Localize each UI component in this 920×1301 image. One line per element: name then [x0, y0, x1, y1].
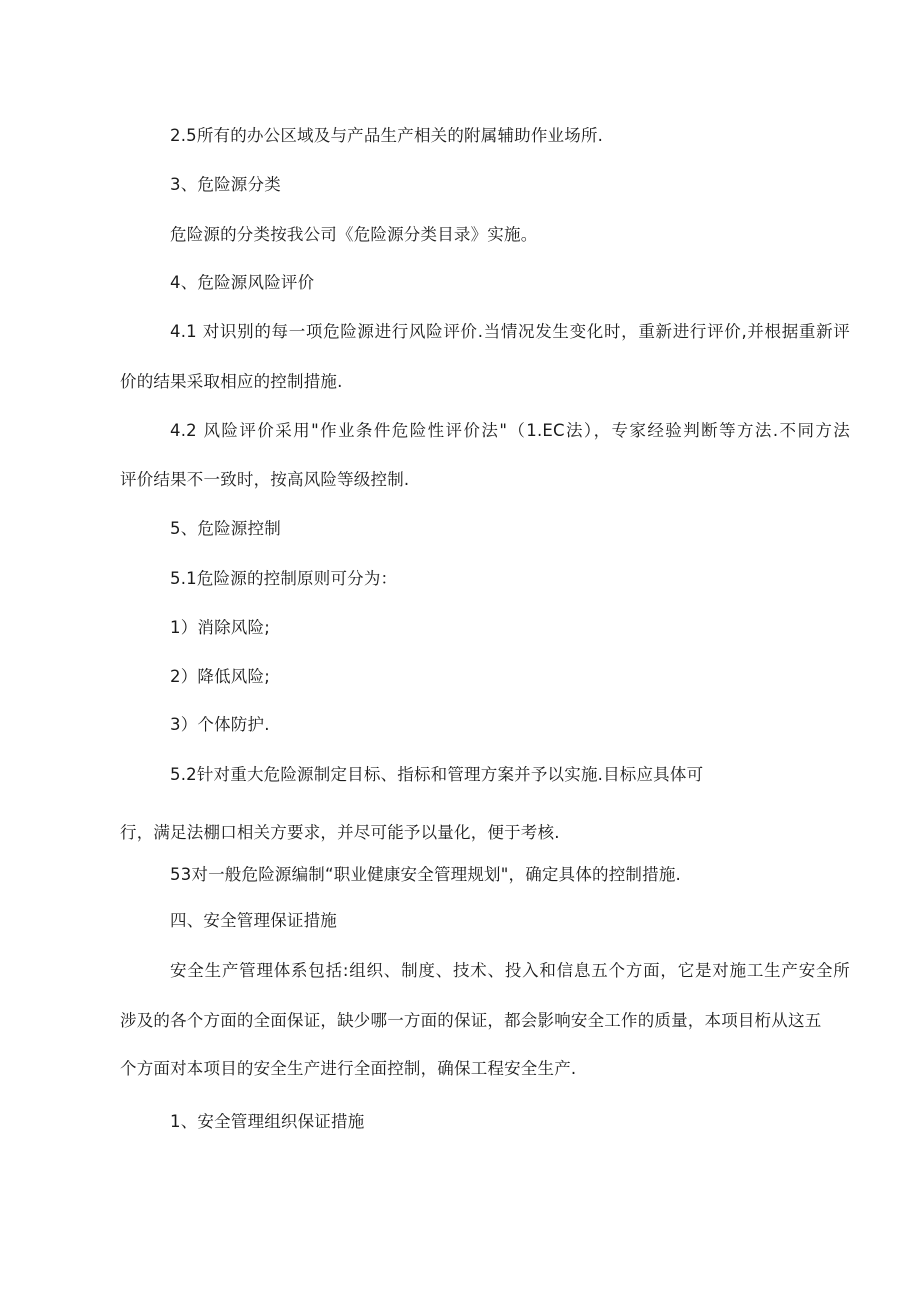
- list-item-personal-protection: 3）个体防护.: [170, 715, 270, 734]
- paragraph-safety-system-line-3: 个方面对本项目的安全生产进行全面控制，确保工程安全生产.: [120, 1059, 577, 1078]
- heading-risk-evaluation: 4、危险源风险评价: [170, 273, 315, 292]
- paragraph-5-1: 5.1危险源的控制原则可分为：: [170, 569, 398, 588]
- paragraph-4-1-line-1: 4.1 对识别的每一项危险源进行风险评价.当情况发生变化时，重新进行评价,并根据重新评: [170, 322, 850, 341]
- paragraph-5-2-line-2: 行，满足法棚口相关方要求，并尽可能予以量化，便于考核.: [120, 823, 560, 842]
- list-item-reduce-risk: 2）降低风险;: [170, 667, 270, 686]
- list-item-eliminate-risk: 1）消除风险;: [170, 618, 270, 637]
- paragraph-scope-2-5: 2.5所有的办公区域及与产品生产相关的附属辅助作业场所.: [170, 126, 604, 145]
- paragraph-4-2-line-2: 评价结果不一致时，按高风险等级控制.: [120, 470, 410, 489]
- paragraph-4-1-line-2: 价的结果采取相应的控制措施.: [120, 372, 343, 391]
- paragraph-safety-system-line-1: 安全生产管理体系包括:组织、制度、技术、投入和信息五个方面，它是对施工生产安全所: [170, 961, 850, 980]
- paragraph-4-2-line-1: 4.2 风险评价采用"作业条件危险性评价法"（1.EC法），专家经验判断等方法.不同方法: [170, 421, 850, 440]
- heading-hazard-classification: 3、危险源分类: [170, 175, 281, 194]
- paragraph-classification-method: 危险源的分类按我公司《危险源分类目录》实施。: [170, 225, 538, 244]
- paragraph-safety-system-line-2: 涉及的各个方面的全面保证，缺少哪一方面的保证，都会影响安全工作的质量，本项目桁从这五: [120, 1011, 822, 1030]
- paragraph-5-2-line-1: 5.2针对重大危险源制定目标、指标和管理方案并予以实施.目标应具体可: [170, 765, 704, 784]
- heading-safety-management-measures: 四、安全管理保证措施: [170, 911, 337, 930]
- paragraph-5-3: 53对一般危险源编制“职业健康安全管理规划"，确定具体的控制措施.: [170, 865, 681, 884]
- heading-hazard-control: 5、危险源控制: [170, 519, 281, 538]
- heading-organization-measures: 1、安全管理组织保证措施: [170, 1112, 365, 1131]
